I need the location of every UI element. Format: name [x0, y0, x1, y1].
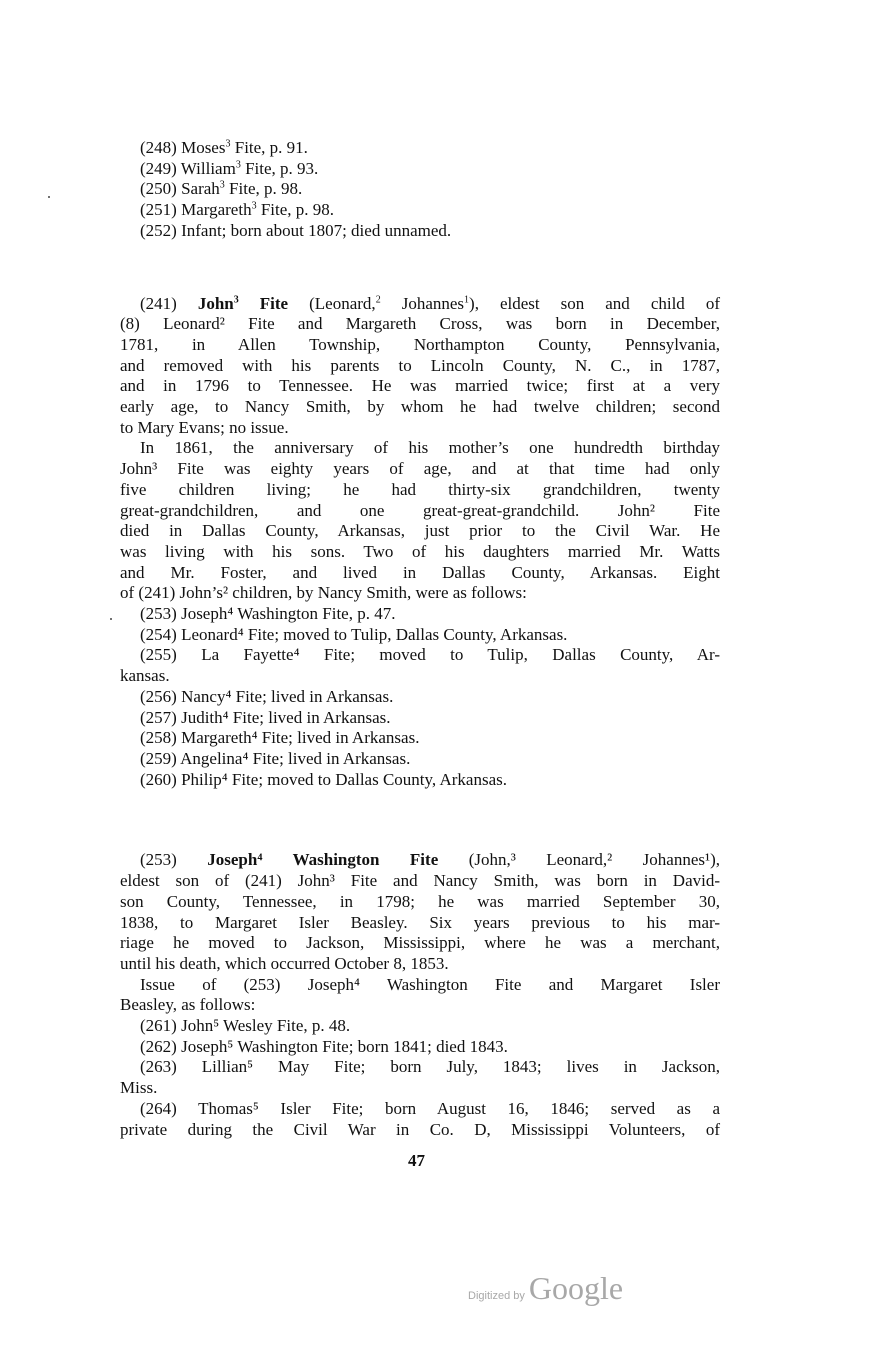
entry-text: Fite, p. 98. — [224, 179, 303, 199]
entry-number: (252) — [140, 220, 177, 240]
person-name: William — [180, 158, 236, 178]
entry-heading-name: Joseph⁴ Washington Fite — [207, 850, 439, 870]
list-item: (263) Lillian⁵ May Fite; born July, 1843; lives in Jackson, — [140, 1057, 720, 1077]
scan-speck — [110, 618, 112, 620]
list-item: (257) Judith⁴ Fite; lived in Arkansas. — [140, 707, 391, 727]
text-line: was living with his sons. Two of his daughters married Mr. Watts — [120, 541, 720, 561]
text-line: 1838, to Margaret Isler Beasley. Six years previous to his mar- — [120, 912, 720, 932]
text-line: of (241) John’s² children, by Nancy Smith, were as follows: — [120, 583, 527, 603]
text-line: until his death, which occurred October 8, 1853. — [120, 953, 449, 973]
entry-text: Fite, p. 93. — [240, 158, 319, 178]
generation-mark: 2 — [375, 293, 381, 305]
entry-number: (253) — [140, 850, 177, 870]
text-line: and removed with his parents to Lincoln County, N. C., in 1787, — [120, 355, 720, 375]
entry-text: Infant; born about 1807; died unnamed. — [181, 220, 452, 240]
list-item-continuation: private during the Civil War in Co. D, Mississippi Volunteers, of — [120, 1119, 720, 1139]
list-item: (258) Margareth⁴ Fite; lived in Arkansas. — [140, 728, 420, 748]
list-item: (264) Thomas⁵ Isler Fite; born August 16, 1846; served as a — [140, 1098, 720, 1118]
entry-heading-line — [120, 294, 720, 315]
list-item — [120, 200, 720, 221]
lineage-text: (John,³ Leonard,² Johannes¹), — [438, 850, 720, 870]
generation-mark: 3 — [219, 179, 225, 191]
list-item: (254) Leonard⁴ Fite; moved to Tulip, Dallas County, Arkansas. — [140, 624, 568, 644]
list-item-continuation: Miss. — [120, 1078, 158, 1098]
text-line: great-grandchildren, and one great-great-grandchild. John² Fite — [120, 500, 720, 520]
list-item — [120, 179, 720, 200]
list-item — [120, 138, 720, 159]
text-line: riage he moved to Jackson, Mississippi, where he was a merchant, — [120, 933, 720, 953]
list-item: (256) Nancy⁴ Fite; lived in Arkansas. — [140, 686, 394, 706]
list-item-continuation: kansas. — [120, 666, 170, 686]
generation-mark: 3 — [233, 293, 239, 305]
text-line: John³ Fite was eighty years of age, and at that time had only — [120, 459, 720, 479]
digitized-watermark — [120, 1268, 720, 1316]
section-spacer — [120, 790, 720, 850]
list-item: (253) Joseph⁴ Washington Fite, p. 47. — [140, 604, 396, 624]
watermark-prefix: Digitized by — [468, 1290, 525, 1303]
generation-mark: 3 — [251, 200, 257, 212]
entry-241 — [120, 294, 720, 791]
list-item: (262) Joseph⁵ Washington Fite; born 1841; died 1843. — [140, 1036, 508, 1056]
google-logo: Google — [528, 1270, 624, 1307]
lineage-text: Johannes — [380, 293, 465, 313]
text-line: Beasley, as follows: — [120, 995, 256, 1015]
person-name: Margareth — [181, 200, 252, 220]
entry-text: Fite, p. 91. — [230, 138, 308, 157]
entry-text: Fite, p. 98. — [256, 200, 335, 220]
text-line: and Mr. Foster, and lived in Dallas County, Arkansas. Eight — [120, 562, 720, 582]
text-line: Issue of (253) Joseph⁴ Washington Fite and Margaret Isler — [140, 974, 720, 994]
text-line: son County, Tennessee, in 1798; he was married September 30, — [120, 891, 720, 911]
text-line: died in Dallas County, Arkansas, just prior to the Civil War. He — [120, 521, 720, 541]
text-line: early age, to Nancy Smith, by whom he had twelve children; second — [120, 397, 720, 417]
person-name: Moses — [181, 138, 226, 157]
person-name: Sarah — [181, 179, 220, 199]
lineage-text: (Leonard, — [288, 293, 376, 313]
text-line: and in 1796 to Tennessee. He was married twice; first at a very — [120, 376, 720, 396]
text-line: to Mary Evans; no issue. — [120, 417, 289, 437]
generation-mark: 3 — [235, 159, 241, 171]
list-item — [120, 159, 720, 180]
list-item: (255) La Fayette⁴ Fite; moved to Tulip, Dallas County, Ar- — [140, 645, 720, 665]
lineage-text: ), eldest son and child of — [469, 293, 720, 313]
list-item — [120, 221, 720, 242]
text-line: In 1861, the anniversary of his mother’s one hundredth birthday — [140, 438, 720, 458]
scan-speck — [48, 196, 50, 198]
text-line: five children living; he had thirty-six grandchildren, twenty — [120, 479, 720, 499]
heading-given-name: John — [197, 293, 234, 313]
entry-heading-name — [198, 294, 288, 313]
heading-surname: Fite — [259, 293, 289, 313]
sibling-list — [120, 138, 720, 242]
text-line: (8) Leonard² Fite and Margareth Cross, was born in December, — [120, 314, 720, 334]
entry-heading-line — [120, 850, 720, 871]
page-column — [120, 0, 720, 1316]
entry-number: (251) — [140, 200, 177, 220]
entry-number: (250) — [140, 179, 177, 199]
entry-number: (241) — [140, 293, 177, 313]
list-item: (260) Philip⁴ Fite; moved to Dallas County, Arkansas. — [140, 769, 507, 789]
generation-mark: 3 — [225, 138, 231, 150]
section-spacer — [120, 242, 720, 294]
generation-mark: 1 — [464, 293, 470, 305]
entry-number: (248) — [140, 138, 177, 157]
entry-253 — [120, 850, 720, 1140]
page-number: 47 — [408, 1151, 425, 1171]
list-item: (259) Angelina⁴ Fite; lived in Arkansas. — [140, 748, 411, 768]
entry-number: (249) — [140, 158, 177, 178]
list-item: (261) John⁵ Wesley Fite, p. 48. — [140, 1016, 351, 1036]
text-line: eldest son of (241) John³ Fite and Nancy Smith, was born in David- — [120, 871, 720, 891]
text-line: 1781, in Allen Township, Northampton County, Pennsylvania, — [120, 334, 720, 354]
